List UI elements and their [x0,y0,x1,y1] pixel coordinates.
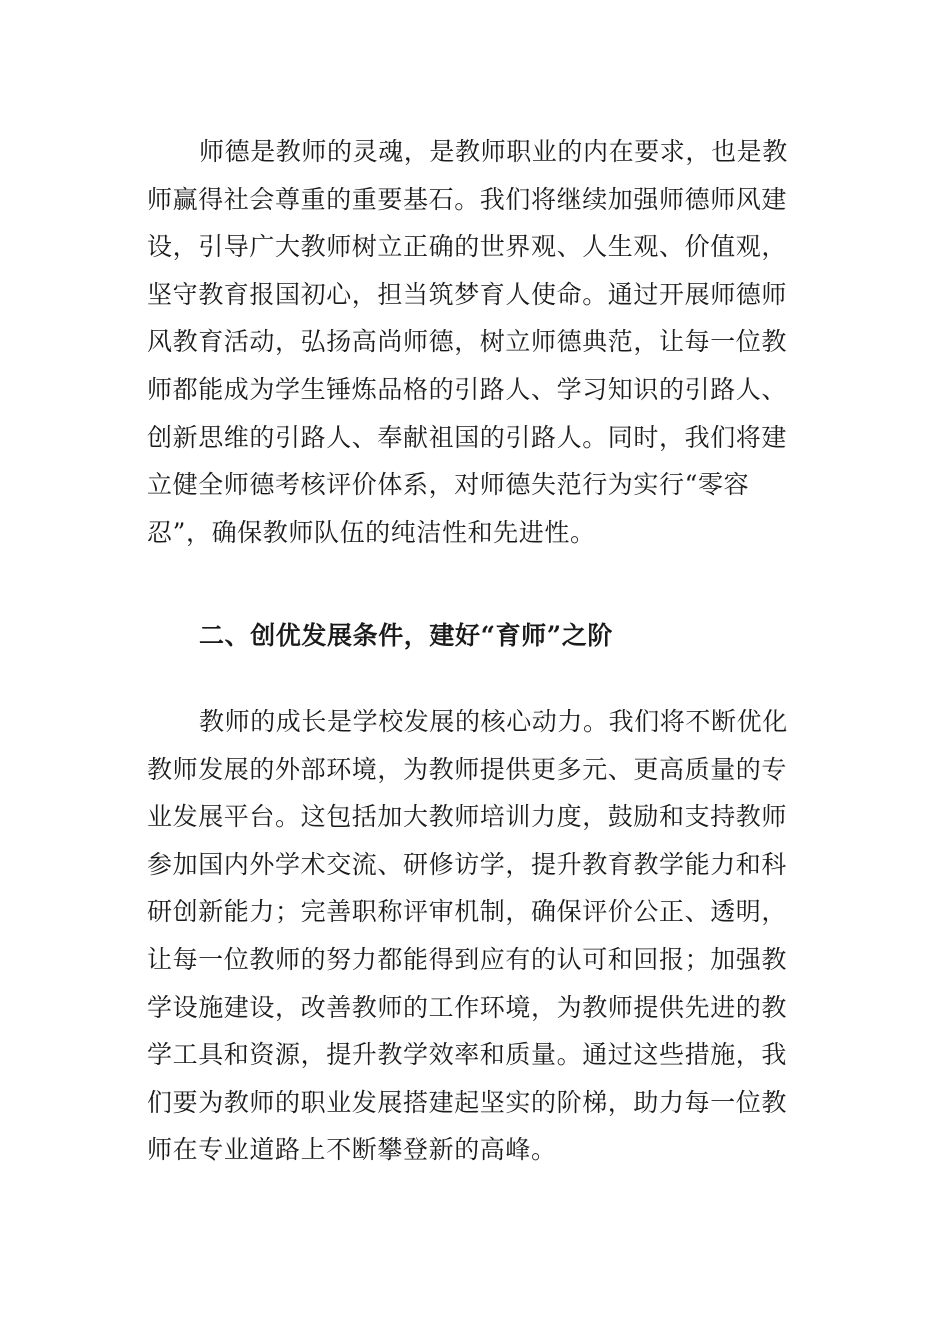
paragraph-line: 研创新能力；完善职称评审机制，确保评价公正、透明， [147,897,788,927]
paragraph-line: 参加国内外学术交流、研修访学，提升教育教学能力和科 [147,849,788,879]
paragraph-line: 忍”，确保教师队伍的纯洁性和先进性。 [147,517,596,547]
paragraph-line: 师赢得社会尊重的重要基石。我们将继续加强师德师风建 [147,184,788,214]
paragraph-line: 师都能成为学生锤炼品格的引路人、学习知识的引路人、 [147,374,788,404]
paragraph-teacher-ethics [147,128,787,556]
paragraph-line: 立健全师德考核评价体系，对师德失范行为实行“零容 [147,470,750,500]
paragraph-line: 让每一位教师的努力都能得到应有的认可和回报；加强教 [147,944,788,974]
paragraph-line: 风教育活动，弘扬高尚师德，树立师德典范，让每一位教 [147,327,788,357]
paragraph-line: 学设施建设，改善教师的工作环境，为教师提供先进的教 [147,992,788,1022]
paragraph-line: 教师发展的外部环境，为教师提供更多元、更高质量的专 [147,754,788,784]
paragraph-teacher-development [147,698,787,1174]
paragraph-line: 设，引导广大教师树立正确的世界观、人生观、价值观， [147,232,788,262]
paragraph-line: 业发展平台。这包括加大教师培训力度，鼓励和支持教师 [147,802,788,832]
paragraph-line: 学工具和资源，提升教学效率和质量。通过这些措施，我 [147,1040,788,1070]
paragraph-line: 师德是教师的灵魂，是教师职业的内在要求，也是教 [199,137,788,166]
section-heading [147,612,787,660]
paragraph-line: 坚守教育报国初心，担当筑梦育人使命。通过开展师德师 [147,279,788,309]
paragraph-line: 教师的成长是学校发展的核心动力。我们将不断优化 [199,707,788,736]
section-heading-text: 二、创优发展条件，建好“育师”之阶 [199,621,613,650]
paragraph-line: 们要为教师的职业发展搭建起坚实的阶梯，助力每一位教 [147,1087,788,1117]
paragraph-line: 创新思维的引路人、奉献祖国的引路人。同时，我们将建 [147,422,788,452]
paragraph-line: 师在专业道路上不断攀登新的高峰。 [147,1135,557,1165]
